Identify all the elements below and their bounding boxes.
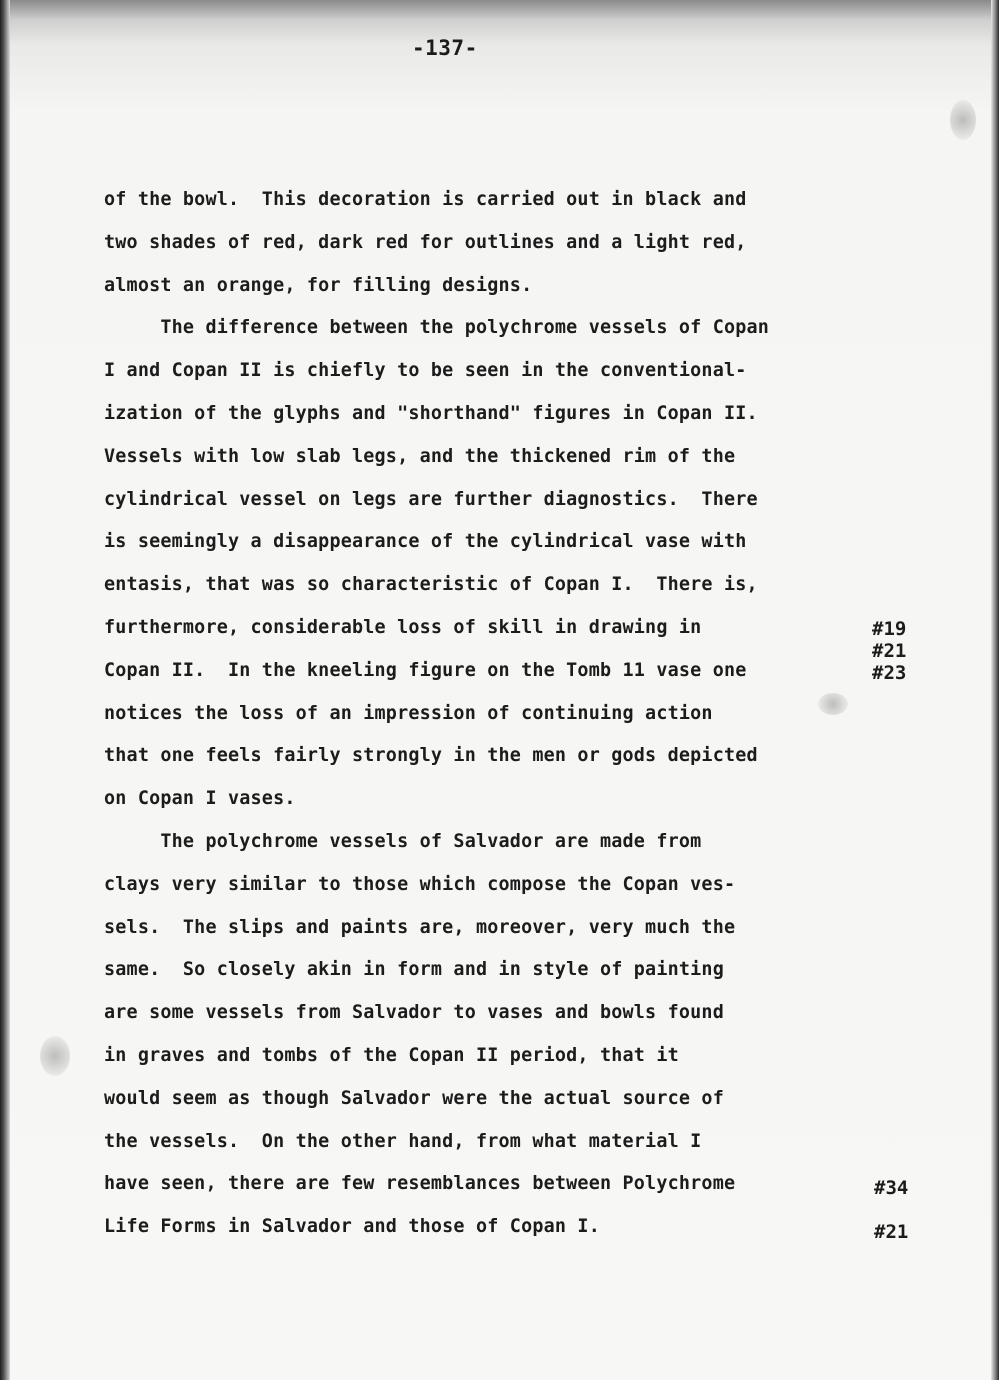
text-line: of the bowl. This decoration is carried out in black and xyxy=(104,189,747,210)
margin-reference: #23 xyxy=(872,662,907,684)
body-text xyxy=(104,187,874,1257)
scan-edge-right xyxy=(991,0,999,1380)
text-line: Vessels with low slab legs, and the thickened rim of the xyxy=(104,445,736,467)
text-line: cylindrical vessel on legs are further diagnostics. There xyxy=(104,488,758,510)
margin-reference: #21 xyxy=(872,640,907,662)
text-line: entasis, that was so characteristic of Copan I. There is, xyxy=(104,574,758,596)
text-line: is seemingly a disappearance of the cylindrical vase with xyxy=(104,531,747,553)
scan-edge-left xyxy=(0,0,10,1380)
margin-reference: #19 xyxy=(872,618,907,640)
text-line: I and Copan II is chiefly to be seen in the conventional- xyxy=(104,360,747,382)
text-line: almost an orange, for filling designs. xyxy=(104,274,533,296)
scan-smudge xyxy=(950,100,976,140)
margin-reference: #21 xyxy=(874,1221,909,1243)
margin-reference: #34 xyxy=(874,1177,909,1199)
text-line: furthermore, considerable loss of skill in drawing in xyxy=(104,616,702,638)
text-line: on Copan I vases. xyxy=(104,788,296,810)
text-line: that one feels fairly strongly in the men or gods depicted xyxy=(104,745,758,767)
page-number: -137- xyxy=(412,36,478,60)
text-line: sels. The slips and paints are, moreover, very much the xyxy=(104,916,736,938)
text-line: Life Forms in Salvador and those of Copan I. xyxy=(104,1216,600,1238)
text-line: Copan II. In the kneeling figure on the Tomb 11 vase one xyxy=(104,659,747,681)
text-line: same. So closely akin in form and in style of painting xyxy=(104,959,724,981)
text-line: have seen, there are few resemblances between Polychrome xyxy=(104,1173,736,1195)
text-line: two shades of red, dark red for outlines and a light red, xyxy=(104,231,747,253)
text-line: in graves and tombs of the Copan II period, that it xyxy=(104,1044,679,1066)
text-line: notices the loss of an impression of continuing action xyxy=(104,702,713,724)
text-line: are some vessels from Salvador to vases and bowls found xyxy=(104,1002,724,1024)
text-line: The difference between the polychrome vessels of Copan xyxy=(104,317,770,339)
text-line: The polychrome vessels of Salvador are made from xyxy=(104,830,702,852)
text-line: ization of the glyphs and "shorthand" figures in Copan II. xyxy=(104,402,758,424)
scan-smudge xyxy=(40,1036,70,1076)
text-line: clays very similar to those which compose the Copan ves- xyxy=(104,873,736,895)
text-line: the vessels. On the other hand, from what material I xyxy=(104,1130,702,1152)
text-line: would seem as though Salvador were the actual source of xyxy=(104,1087,724,1109)
